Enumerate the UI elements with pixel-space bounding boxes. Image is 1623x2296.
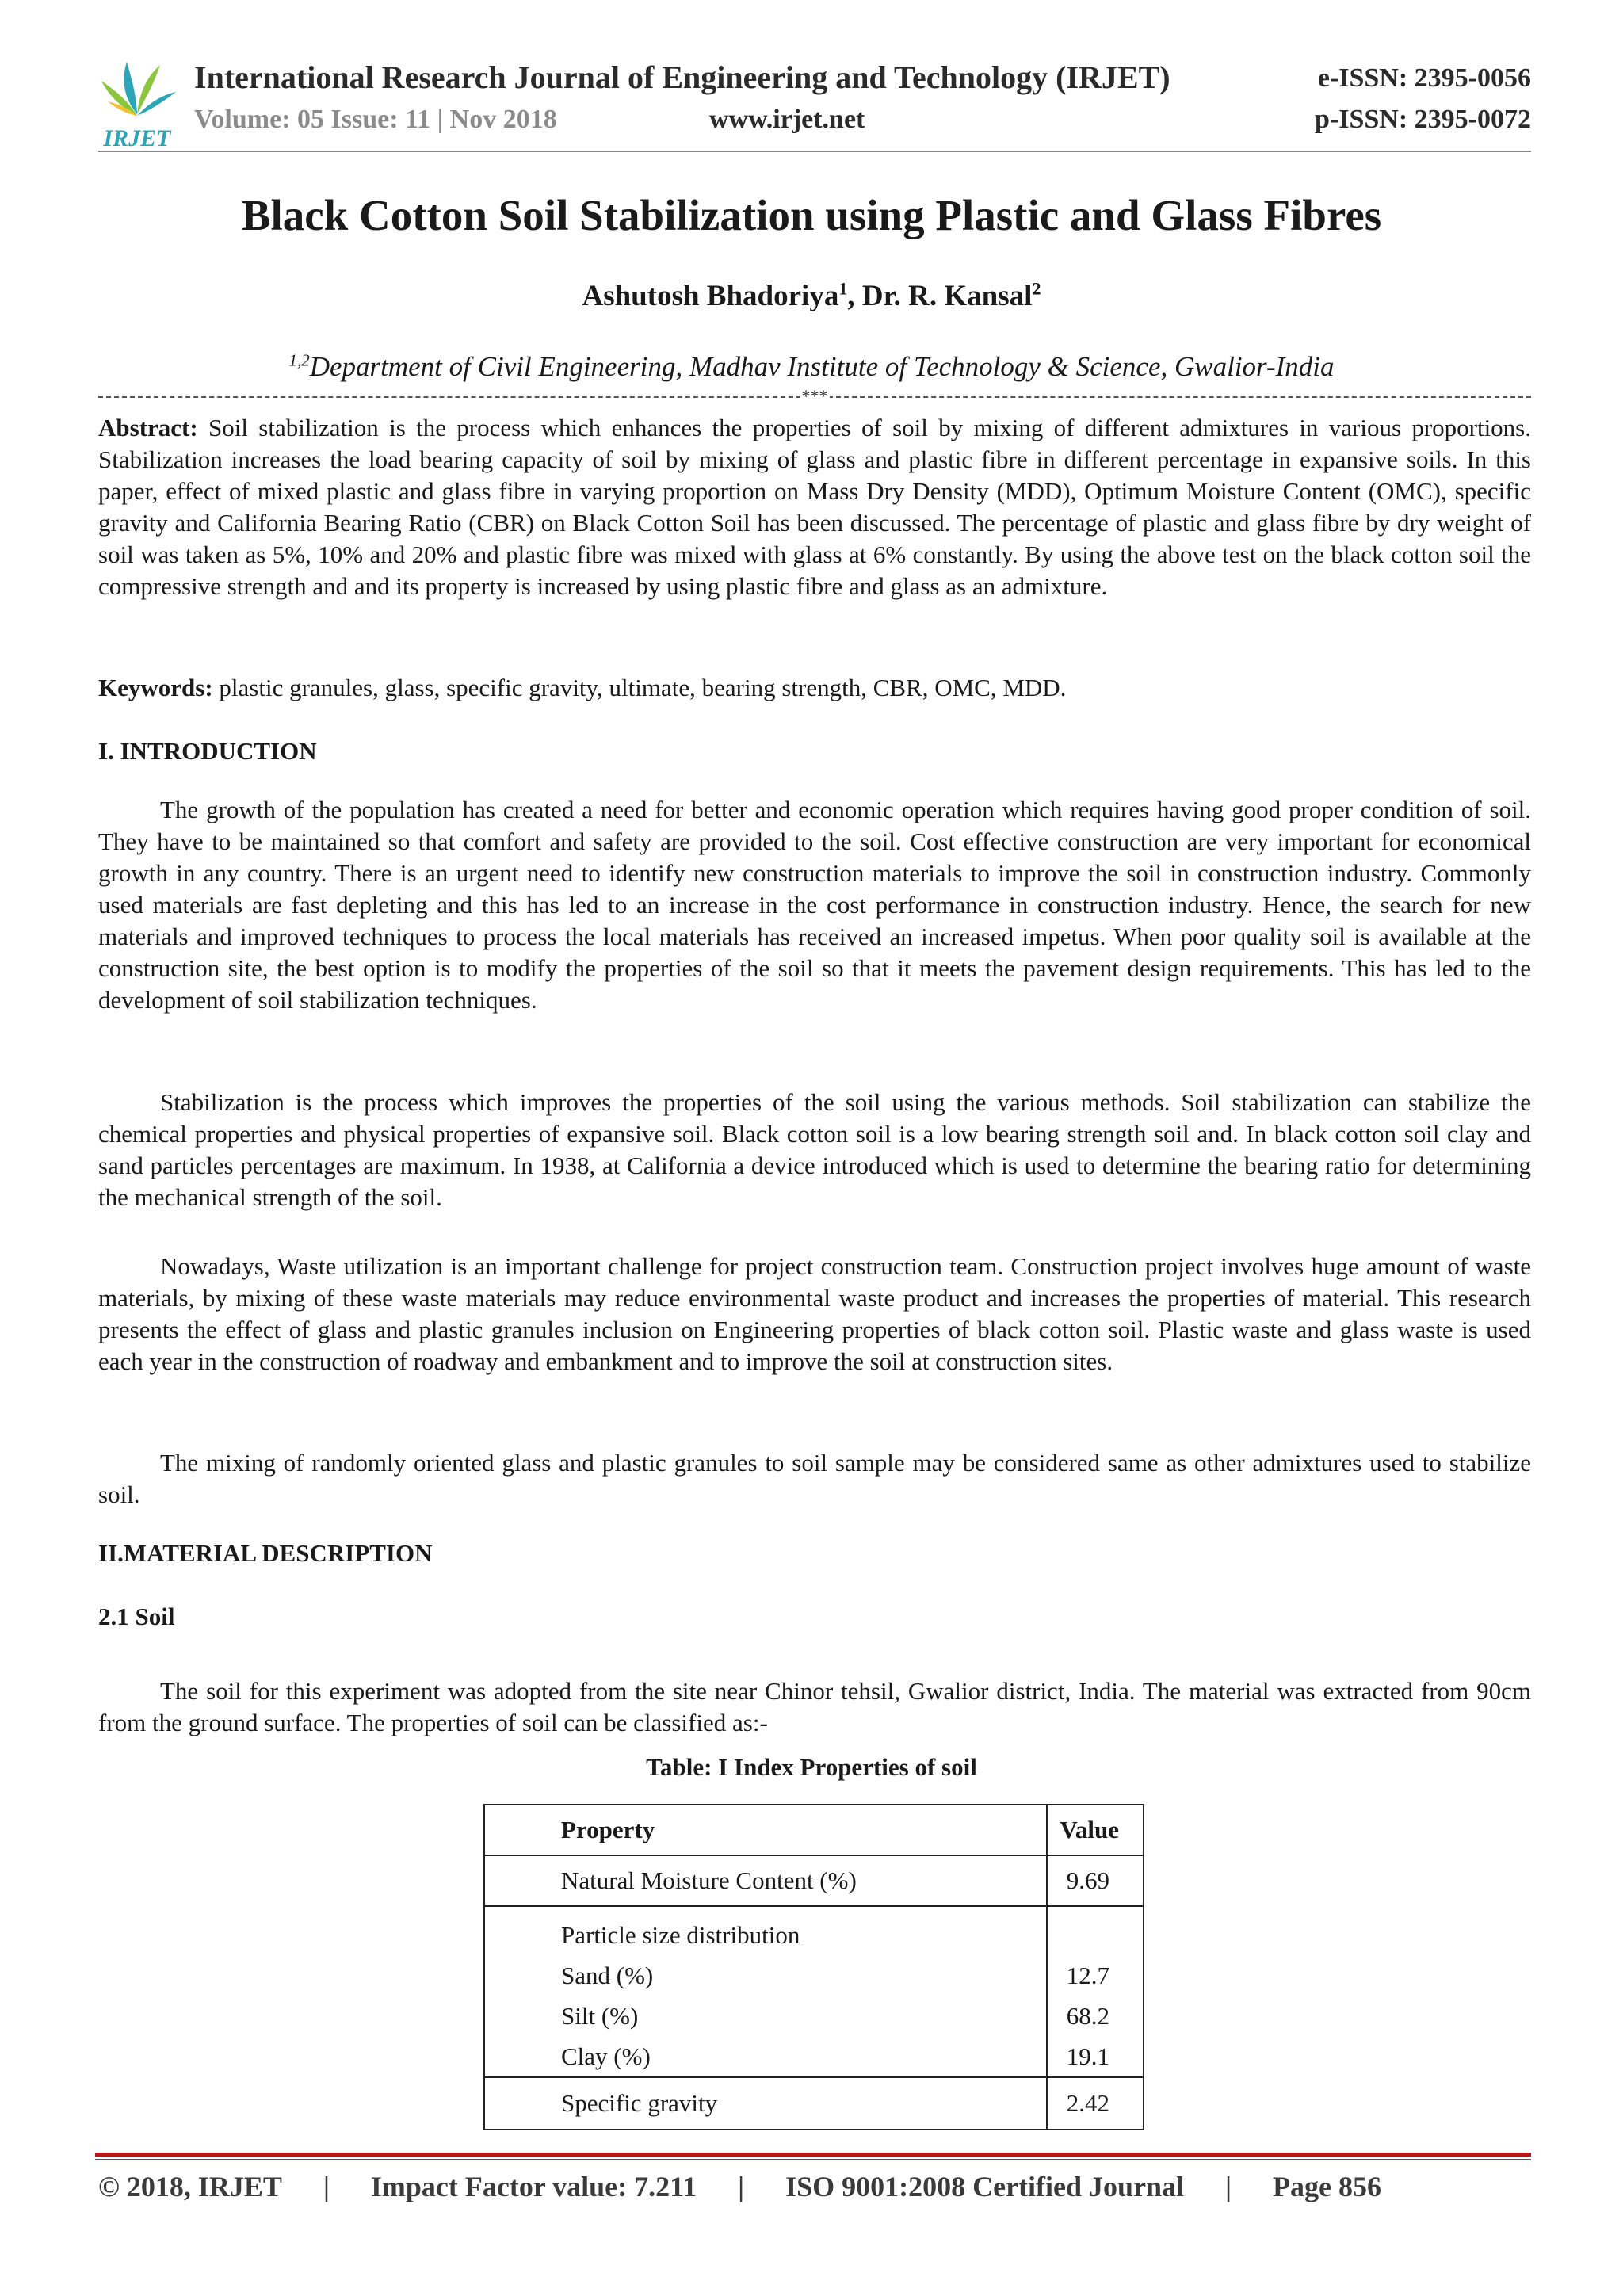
sand-value: 12.7	[1066, 1962, 1109, 1989]
clay-label: Clay (%)	[561, 2042, 651, 2070]
psd-label: Particle size distribution	[561, 1921, 800, 1949]
pissn: p-ISSN: 2395-0072	[1315, 105, 1531, 134]
footer-iso: ISO 9001:2008 Certified Journal	[785, 2171, 1185, 2202]
sand-label: Sand (%)	[561, 1962, 654, 1989]
footer-impact-factor: Impact Factor value: 7.211	[370, 2171, 697, 2202]
authors	[0, 279, 1623, 313]
material-heading: II.MATERIAL DESCRIPTION	[98, 1539, 433, 1567]
silt-value: 68.2	[1066, 2002, 1109, 2030]
keywords-text: plastic granules, glass, specific gravity, ultimate, bearing strength, CBR, OMC, MDD.	[212, 674, 1067, 701]
page-footer	[98, 2170, 1381, 2203]
irjet-logo	[94, 52, 181, 151]
nmc-label: Natural Moisture Content (%)	[484, 1855, 1047, 1906]
sg-label: Specific gravity	[484, 2077, 1047, 2130]
footer-rule-grey	[95, 2159, 1531, 2160]
paper-title: Black Cotton Soil Stabilization using Plastic and Glass Fibres	[241, 191, 1382, 239]
intro-paragraph-3: Nowadays, Waste utilization is an important challenge for project construction team. Construction project involves huge amount of waste materials, by mixing of these waste materials may reduce environmental waste product and increases the properties of material. This research presents the effect of glass and plastic granules inclusion on Engineering properties of black cotton soil. Plastic waste and glass waste is used each year in the construction of roadway and embankment and to improve the soil at construction sites.	[98, 1252, 1531, 1375]
affiliation	[0, 351, 1623, 383]
intro-heading: I. INTRODUCTION	[98, 737, 317, 765]
logo-text: IRJET	[103, 125, 171, 151]
intro-paragraph-2: Stabilization is the process which improves the properties of the soil using the various methods. Soil stabilization can stabilize the chemical properties and physical properties of expansive soil. Black cotton soil is a low bearing strength soil and. In black cotton soil clay and sand particles percentages are maximum. In 1938, at California a device introduced which is used to determine the bearing ratio for determining the mechanical strength of the soil.	[98, 1088, 1531, 1211]
abstract	[98, 412, 1531, 602]
journal-title: International Research Journal of Engineering and Technology (IRJET)	[194, 59, 1170, 95]
footer-separator: |	[323, 2171, 330, 2202]
author-2-sup: 2	[1032, 278, 1041, 299]
author-2: Dr. R. Kansal	[861, 280, 1033, 312]
index-properties-table	[483, 1804, 1144, 2130]
abstract-text: Soil stabilization is the process which enhances the properties of soil by mixing of different admixtures in various proportions. Stabilization increases the load bearing capacity of soil by mixing of glass and plastic fibre in different percentage in expansive soils. In this paper, effect of mixed plastic and glass fibre in varying proportion on Mass Dry Density (MDD), Optimum Moisture Content (OMC), specific gravity and California Bearing Ratio (CBR) on Black Cotton Soil has been discussed. The percentage of plastic and glass fibre by dry weight of soil was taken as 5%, 10% and 20% and plastic fibre was mixed with glass at 6% constantly. By using the above test on the black cotton soil the compressive strength and and its property is increased by using plastic fibre and glass as an admixture.	[98, 414, 1531, 600]
footer-rule-red	[95, 2153, 1531, 2157]
header-value: Value	[1047, 1805, 1144, 1855]
psd-cell	[484, 1906, 1047, 2077]
journal-website-link[interactable]: www.irjet.net	[709, 105, 865, 134]
sg-value: 2.42	[1047, 2077, 1144, 2130]
author-1-sup: 1	[838, 278, 848, 299]
affiliation-text: Department of Civil Engineering, Madhav Institute of Technology & Science, Gwalior-India	[309, 351, 1335, 382]
divider-stars: ***	[801, 387, 828, 406]
table-caption: Table: I Index Properties of soil	[646, 1753, 977, 1781]
intro-paragraph-1: The growth of the population has created a need for better and economic operation which requires having good proper condition of soil. They have to be maintained so that comfort and safety are provided to the soil. Cost effective construction are very important for economical growth in any country. There is an urgent need to identify new construction materials to improve the soil in construction industry. Commonly used materials are fast depleting and this has led to an increase in the cost performance in construction industry. Hence, the search for new materials and improved techniques to process the local materials has received an increased impetus. When poor quality soil is available at the construction site, the best option is to modify the properties of the soil so that it meets the pavement design requirements. This has led to the development of soil stabilization techniques.	[98, 796, 1531, 1014]
affiliation-sup: 1,2	[288, 350, 310, 370]
eissn: e-ISSN: 2395-0056	[1317, 63, 1531, 93]
table-row	[484, 2077, 1144, 2130]
silt-label: Silt (%)	[561, 2002, 639, 2030]
soil-paragraph: The soil for this experiment was adopted from the site near Chinor tehsil, Gwalior district, India. The material was extracted from 90cm from the ground surface. The properties of soil can be classified as:-	[98, 1677, 1531, 1736]
section-divider	[98, 387, 1531, 406]
abstract-label: Abstract:	[98, 414, 198, 441]
footer-page-number: Page 856	[1273, 2171, 1381, 2202]
intro-paragraph-4: The mixing of randomly oriented glass and plastic granules to soil sample may be considered same as other admixtures used to stabilize soil.	[98, 1449, 1531, 1508]
header-property: Property	[484, 1805, 1047, 1855]
soil-heading: 2.1 Soil	[98, 1603, 175, 1630]
footer-separator: |	[1225, 2171, 1232, 2202]
footer-copyright: © 2018, IRJET	[98, 2171, 282, 2202]
clay-value: 19.1	[1066, 2042, 1109, 2070]
irjet-logo-icon	[94, 52, 181, 151]
table-header-row	[484, 1805, 1144, 1855]
nmc-value: 9.69	[1047, 1855, 1144, 1906]
author-separator: ,	[847, 280, 862, 312]
author-1: Ashutosh Bhadoriya	[582, 280, 839, 312]
footer-separator: |	[738, 2171, 745, 2202]
keywords	[98, 672, 1531, 704]
psd-values-cell	[1047, 1906, 1144, 2077]
keywords-label: Keywords:	[98, 674, 213, 701]
header-divider	[98, 151, 1531, 152]
table-row	[484, 1855, 1144, 1906]
table-row	[484, 1906, 1144, 2077]
volume-issue: Volume: 05 Issue: 11 | Nov 2018	[194, 105, 557, 134]
